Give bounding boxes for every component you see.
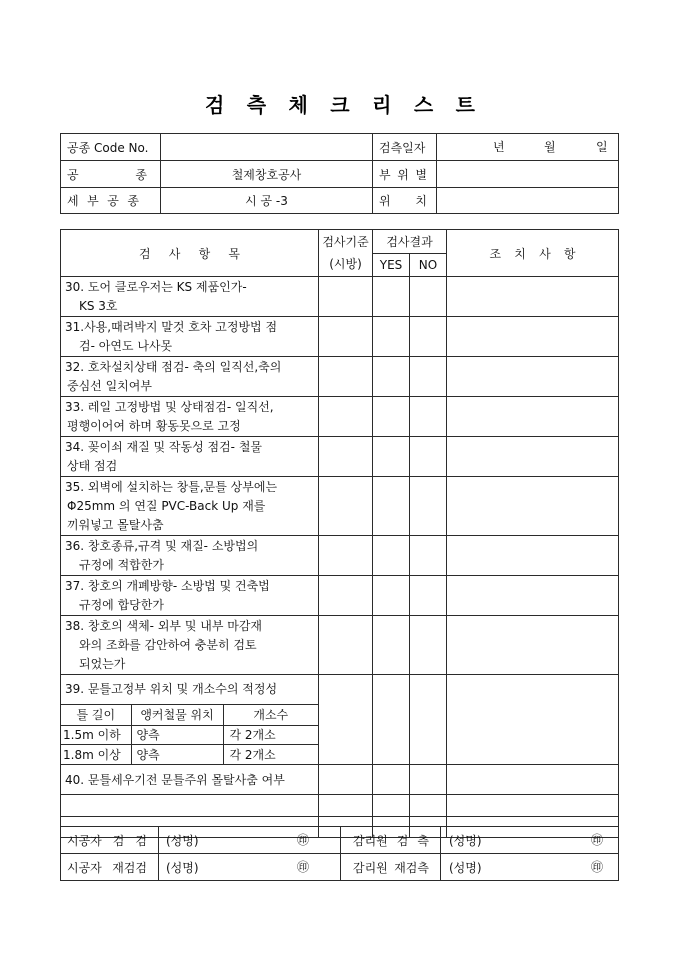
table-row [61, 277, 619, 317]
anchor-position: 양측 [131, 744, 223, 764]
item-line: 39. 문틀고정부 위치 및 개소수의 적정성 [61, 675, 318, 705]
yes-check-cell[interactable] [373, 795, 410, 817]
action-cell[interactable] [447, 437, 619, 477]
no-check-cell[interactable] [410, 795, 447, 817]
trade-label [67, 166, 147, 183]
label-part: 감리원 [353, 860, 388, 875]
label-part: 위 [379, 194, 391, 208]
contractor-label-cell [61, 827, 159, 854]
col-header-standard-label: 검사기준 [322, 235, 369, 249]
yes-check-cell[interactable] [373, 477, 410, 536]
seal-icon: ㊞ [591, 833, 604, 847]
contractor-label-cell [61, 854, 159, 881]
action-cell[interactable] [447, 795, 619, 817]
seal-icon: ㊞ [297, 860, 310, 874]
standard-cell[interactable] [319, 357, 373, 397]
check-item-40: 40. 문틀세우기전 문틀주위 몰탈사춤 여부 [61, 765, 319, 795]
table-row [61, 477, 619, 536]
standard-cell[interactable] [319, 317, 373, 357]
no-check-cell[interactable] [410, 576, 447, 616]
trade-label-cell [61, 161, 161, 188]
item-line: 37. 창호의 개폐방향- 소방법 및 건축법 [65, 579, 270, 593]
label-part: 공 [67, 167, 79, 182]
item-line: 상태 점검 [67, 459, 118, 473]
item-line: 규정에 적합한가 [79, 558, 164, 572]
action-cell[interactable] [447, 397, 619, 437]
location-value-cell[interactable] [437, 188, 619, 214]
contractor-reinspection-label [67, 859, 147, 876]
no-check-cell[interactable] [410, 397, 447, 437]
trade-value: 철제창호공사 [161, 161, 373, 188]
label-part: 부 [379, 167, 391, 182]
label-part: 체 [288, 93, 308, 117]
label-part: 재검검 [112, 860, 147, 875]
no-check-cell[interactable] [410, 675, 447, 765]
standard-cell[interactable] [319, 397, 373, 437]
item-line: 되었는가 [79, 657, 126, 671]
item-line: 34. 꽂이쇠 재질 및 작동성 점검- 철물 [65, 440, 262, 454]
item-line: Φ25mm 의 연질 PVC-Back Up 재를 [67, 499, 266, 513]
col-header-standard-sub: (시방) [329, 257, 362, 271]
part-label [379, 166, 427, 183]
check-item-32 [61, 357, 319, 397]
header-row-code [61, 134, 619, 161]
check-item-36 [61, 536, 319, 576]
no-check-cell[interactable] [410, 616, 447, 675]
empty-row [61, 795, 619, 817]
no-check-cell[interactable] [410, 765, 447, 795]
label-part: 목 [228, 246, 240, 261]
anchor-length: 1.5m 이하 [61, 725, 131, 744]
anchor-count: 각 2개소 [223, 725, 318, 744]
label-part: 스 [413, 93, 434, 117]
supervisor-name-label: (성명) [449, 833, 482, 848]
anchor-header-position: 앵커철물 위치 [131, 705, 223, 725]
standard-cell[interactable] [319, 576, 373, 616]
item-line: 규정에 합당한가 [79, 598, 164, 612]
label-part: 재검측 [394, 860, 429, 875]
label-part: 사 [539, 246, 551, 261]
check-item-39 [61, 675, 319, 765]
contractor-name-label: (성명) [166, 860, 199, 875]
supervisor-label-cell [341, 827, 441, 854]
item-line: 중심선 일치여부 [67, 379, 152, 393]
label-part: 리 [372, 93, 392, 117]
item-line: 검- 아연도 나사못 [79, 339, 173, 353]
anchor-row [61, 725, 318, 744]
yes-check-cell[interactable] [373, 765, 410, 795]
check-item-30 [61, 277, 319, 317]
label-part: 종 [127, 194, 139, 208]
header-row-subtrade [61, 188, 619, 214]
code-value-cell[interactable] [161, 134, 373, 161]
supervisor-reinspection-label [353, 859, 429, 876]
item-line: KS 3호 [79, 299, 118, 313]
table-row [61, 576, 619, 616]
standard-cell[interactable] [319, 616, 373, 675]
label-part: 부 [87, 194, 99, 208]
check-item-35 [61, 477, 319, 536]
action-cell[interactable] [447, 536, 619, 576]
label-part: 검측일자 [379, 140, 426, 155]
contractor-signature-cell[interactable] [159, 854, 341, 881]
date-day-unit: 일 [596, 140, 608, 154]
anchor-header-row [61, 705, 318, 725]
item-line: 30. 도어 클로우저는 KS 제품인가- [65, 280, 247, 294]
col-header-item [139, 245, 240, 262]
header-info-table [60, 133, 619, 214]
date-label [379, 139, 427, 156]
action-cell[interactable] [447, 357, 619, 397]
supervisor-signature-cell[interactable] [441, 827, 619, 854]
anchor-length: 1.8m 이상 [61, 744, 131, 764]
item-line: 끼워넣고 몰탈사춤 [67, 518, 164, 532]
date-month-unit: 월 [544, 140, 556, 154]
check-item-31 [61, 317, 319, 357]
no-check-cell[interactable] [410, 277, 447, 317]
date-label-cell [373, 134, 437, 161]
anchor-row [61, 744, 318, 764]
action-cell[interactable] [447, 317, 619, 357]
table-row [61, 317, 619, 357]
label-part: 종 [135, 167, 147, 182]
yes-check-cell[interactable] [373, 675, 410, 765]
no-check-cell[interactable] [410, 357, 447, 397]
label-part: 검 [205, 93, 225, 117]
label-part: 검 [135, 833, 147, 848]
standard-cell[interactable] [319, 277, 373, 317]
standard-cell[interactable] [319, 477, 373, 536]
label-part: 검 [396, 833, 409, 848]
signature-row-inspection [61, 827, 619, 854]
no-check-cell[interactable] [410, 317, 447, 357]
signature-row-reinspection [61, 854, 619, 881]
supervisor-signature-cell[interactable] [441, 854, 619, 881]
supervisor-name-label: (성명) [449, 860, 482, 875]
seal-icon: ㊞ [297, 833, 310, 847]
label-part: 검 [139, 246, 151, 261]
standard-cell[interactable] [319, 765, 373, 795]
col-header-item-cell [61, 230, 319, 277]
action-cell[interactable] [447, 675, 619, 765]
label-part: 검 [112, 833, 125, 848]
label-part: 측 [246, 93, 267, 117]
table-row [61, 437, 619, 477]
label-part: 항 [198, 246, 211, 261]
inspection-checklist-table [60, 229, 619, 838]
item-cell[interactable] [61, 795, 319, 817]
label-part: 위 [397, 167, 409, 182]
yes-check-cell[interactable] [373, 576, 410, 616]
date-year-unit: 년 [493, 140, 505, 154]
label-part: 측 [417, 833, 429, 848]
action-cell[interactable] [447, 765, 619, 795]
part-label-cell [373, 161, 437, 188]
supervisor-inspection-label [353, 832, 429, 849]
label-part: 감리원 [353, 833, 388, 848]
col-header-yes: YES [373, 254, 410, 277]
label-part: 항 [563, 246, 576, 261]
part-value-cell[interactable] [437, 161, 619, 188]
item-line: 36. 창호종류,규격 및 재질- 소방법의 [65, 539, 259, 553]
sub-trade-label-cell [61, 188, 161, 214]
page-title [205, 91, 475, 119]
action-cell[interactable] [447, 576, 619, 616]
contractor-signature-cell[interactable] [159, 827, 341, 854]
col-header-action-cell [447, 230, 619, 277]
table-row [61, 357, 619, 397]
code-label: 공종 Code No. [61, 134, 161, 161]
no-check-cell[interactable] [410, 437, 447, 477]
location-label [379, 192, 427, 209]
anchor-header-count: 개소수 [223, 705, 318, 725]
item-line: 33. 레일 고정방법 및 상태점검- 일직선, [65, 400, 274, 414]
label-part: 시공자 [67, 833, 102, 848]
standard-cell[interactable] [319, 437, 373, 477]
col-header-result: 검사결과 [373, 230, 447, 254]
label-part: 세 [67, 194, 79, 208]
action-cell[interactable] [447, 616, 619, 675]
no-check-cell[interactable] [410, 536, 447, 576]
table-row [61, 536, 619, 576]
seal-icon: ㊞ [591, 860, 604, 874]
col-header-action [490, 245, 576, 262]
label-part: 조 [489, 246, 502, 261]
item-line: 31.사용,때려박지 말것 호차 고정방법 점 [65, 320, 278, 334]
check-item-34 [61, 437, 319, 477]
anchor-spec-table [61, 705, 318, 764]
check-item-38 [61, 616, 319, 675]
yes-check-cell[interactable] [373, 616, 410, 675]
label-part: 사 [168, 246, 181, 261]
label-part: 트 [455, 93, 475, 117]
sub-trade-value: 시 공 -3 [161, 188, 373, 214]
item-line: 38. 창호의 색체- 외부 및 내부 마감재 [65, 619, 262, 633]
yes-check-cell[interactable] [373, 277, 410, 317]
supervisor-label-cell [341, 854, 441, 881]
anchor-position: 양측 [131, 725, 223, 744]
date-value-cell[interactable] [437, 134, 619, 161]
item-line: 32. 호차설치상태 점검- 축의 일직선,축의 [65, 360, 282, 374]
contractor-inspection-label [67, 832, 147, 849]
label-part: 공 [107, 194, 119, 208]
item-line: 와의 조화를 감안하여 충분히 검토 [79, 638, 257, 652]
table-row [61, 765, 619, 795]
yes-check-cell[interactable] [373, 536, 410, 576]
item-line: 35. 외벽에 설치하는 창틀,문틀 상부에는 [65, 480, 278, 494]
yes-check-cell[interactable] [373, 317, 410, 357]
anchor-header-length: 틀 길이 [61, 705, 131, 725]
yes-check-cell[interactable] [373, 357, 410, 397]
check-item-37 [61, 576, 319, 616]
table-row [61, 675, 619, 765]
yes-check-cell[interactable] [373, 397, 410, 437]
standard-cell[interactable] [319, 536, 373, 576]
yes-check-cell[interactable] [373, 437, 410, 477]
standard-cell[interactable] [319, 795, 373, 817]
check-item-33 [61, 397, 319, 437]
anchor-count: 각 2개소 [229, 747, 276, 762]
checklist-header-row [61, 230, 619, 254]
location-label-cell [373, 188, 437, 214]
label-part: 시공자 [67, 860, 102, 875]
label-part: 별 [415, 167, 427, 182]
label-part: 치 [415, 194, 427, 208]
table-row [61, 397, 619, 437]
col-header-standard [319, 230, 373, 277]
table-row [61, 616, 619, 675]
col-header-no: NO [410, 254, 447, 277]
item-line: 평행이어여 하며 황동못으로 고정 [67, 419, 241, 433]
standard-cell[interactable] [319, 675, 373, 765]
no-check-cell[interactable] [410, 477, 447, 536]
contractor-name-label: (성명) [166, 833, 199, 848]
action-cell[interactable] [447, 277, 619, 317]
label-part: 치 [514, 246, 526, 261]
sub-trade-label [67, 192, 139, 209]
action-cell[interactable] [447, 477, 619, 536]
label-part: 크 [330, 93, 350, 117]
header-row-trade [61, 161, 619, 188]
signature-table [60, 826, 619, 881]
